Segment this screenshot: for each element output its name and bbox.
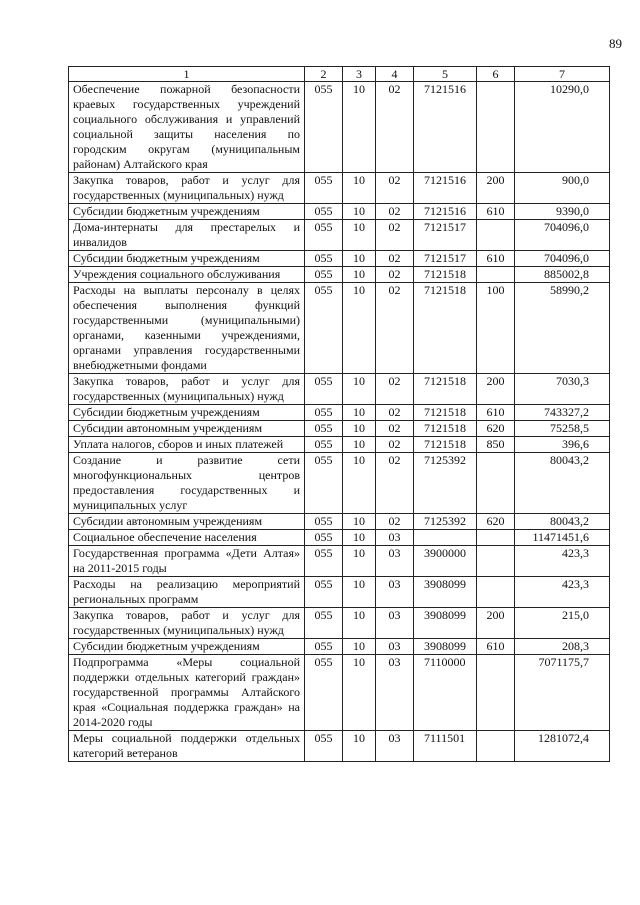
target-article-code-cell: 7121516 (414, 173, 477, 204)
expense-type-code-cell (477, 655, 515, 731)
table-row (69, 437, 610, 453)
table-row (69, 283, 610, 374)
expense-type-code-cell: 620 (477, 514, 515, 530)
target-article-code-cell: 3908099 (414, 608, 477, 639)
section-code-cell: 10 (343, 453, 376, 514)
subsection-code-cell: 03 (376, 731, 414, 762)
table-row (69, 267, 610, 283)
target-article-code-cell: 7121518 (414, 421, 477, 437)
item-name-cell: Государственная программа «Дети Алтая» на 2011-2015 годы (69, 546, 305, 577)
section-code-cell: 10 (343, 267, 376, 283)
target-article-code-cell: 7121518 (414, 437, 477, 453)
expense-type-code-cell: 200 (477, 608, 515, 639)
subsection-code-cell: 02 (376, 220, 414, 251)
target-article-code-cell: 7121518 (414, 283, 477, 374)
expense-type-code-cell (477, 220, 515, 251)
target-article-code-cell: 7121518 (414, 267, 477, 283)
subsection-code-cell: 02 (376, 374, 414, 405)
item-name-cell: Субсидии бюджетным учреждениям (69, 405, 305, 421)
amount-cell: 215,0 (515, 608, 610, 639)
subsection-code-cell: 03 (376, 530, 414, 546)
ministry-code-cell: 055 (305, 731, 343, 762)
subsection-code-cell: 02 (376, 421, 414, 437)
amount-cell: 10290,0 (515, 82, 610, 173)
subsection-code-cell: 02 (376, 453, 414, 514)
table-row (69, 655, 610, 731)
table-row (69, 577, 610, 608)
expense-type-code-cell: 100 (477, 283, 515, 374)
subsection-code-cell: 02 (376, 173, 414, 204)
amount-cell: 743327,2 (515, 405, 610, 421)
subsection-code-cell: 02 (376, 437, 414, 453)
amount-cell: 423,3 (515, 546, 610, 577)
expense-type-code-cell (477, 731, 515, 762)
section-code-cell: 10 (343, 204, 376, 220)
target-article-code-cell: 3900000 (414, 546, 477, 577)
ministry-code-cell: 055 (305, 173, 343, 204)
amount-cell: 704096,0 (515, 251, 610, 267)
amount-cell: 423,3 (515, 577, 610, 608)
ministry-code-cell: 055 (305, 421, 343, 437)
item-name-cell: Расходы на выплаты персоналу в целях обеспечения выполнения функций государственными (муниципальными) органами, казенными учреждениями, органами управления государственными внебюджетными фондами (69, 283, 305, 374)
column-header: 1 (69, 67, 305, 82)
item-name-cell: Социальное обеспечение населения (69, 530, 305, 546)
target-article-code-cell: 3908099 (414, 639, 477, 655)
table-row (69, 421, 610, 437)
amount-cell: 9390,0 (515, 204, 610, 220)
budget-table (68, 66, 610, 762)
amount-cell: 80043,2 (515, 514, 610, 530)
ministry-code-cell: 055 (305, 283, 343, 374)
target-article-code-cell: 7121518 (414, 405, 477, 421)
amount-cell: 396,6 (515, 437, 610, 453)
column-header: 4 (376, 67, 414, 82)
section-code-cell: 10 (343, 639, 376, 655)
table-row (69, 608, 610, 639)
expense-type-code-cell (477, 577, 515, 608)
expense-type-code-cell: 200 (477, 173, 515, 204)
column-header: 6 (477, 67, 515, 82)
section-code-cell: 10 (343, 655, 376, 731)
ministry-code-cell: 055 (305, 437, 343, 453)
column-header: 3 (343, 67, 376, 82)
item-name-cell: Дома-интернаты для престарелых и инвалидов (69, 220, 305, 251)
target-article-code-cell: 7111501 (414, 731, 477, 762)
expense-type-code-cell (477, 267, 515, 283)
amount-cell: 7071175,7 (515, 655, 610, 731)
item-name-cell: Субсидии бюджетным учреждениям (69, 639, 305, 655)
target-article-code-cell: 7121516 (414, 82, 477, 173)
subsection-code-cell: 03 (376, 546, 414, 577)
target-article-code-cell: 3908099 (414, 577, 477, 608)
item-name-cell: Обеспечение пожарной безопасности краевых государственных учреждений социального обслуживания и управлений социальной защиты населения по городским округам (муниципальным районам) Алтайского края (69, 82, 305, 173)
item-name-cell: Субсидии автономным учреждениям (69, 421, 305, 437)
table-row (69, 82, 610, 173)
table-row (69, 514, 610, 530)
column-header: 7 (515, 67, 610, 82)
table-row (69, 405, 610, 421)
target-article-code-cell: 7125392 (414, 514, 477, 530)
ministry-code-cell: 055 (305, 405, 343, 421)
expense-type-code-cell: 610 (477, 251, 515, 267)
target-article-code-cell: 7121516 (414, 204, 477, 220)
section-code-cell: 10 (343, 731, 376, 762)
ministry-code-cell: 055 (305, 267, 343, 283)
expense-type-code-cell (477, 546, 515, 577)
expense-type-code-cell (477, 453, 515, 514)
ministry-code-cell: 055 (305, 655, 343, 731)
ministry-code-cell: 055 (305, 514, 343, 530)
section-code-cell: 10 (343, 283, 376, 374)
ministry-code-cell: 055 (305, 577, 343, 608)
section-code-cell: 10 (343, 374, 376, 405)
target-article-code-cell: 7125392 (414, 453, 477, 514)
section-code-cell: 10 (343, 421, 376, 437)
amount-cell: 58990,2 (515, 283, 610, 374)
subsection-code-cell: 02 (376, 251, 414, 267)
column-header: 2 (305, 67, 343, 82)
item-name-cell: Субсидии бюджетным учреждениям (69, 251, 305, 267)
ministry-code-cell: 055 (305, 204, 343, 220)
item-name-cell: Закупка товаров, работ и услуг для государственных (муниципальных) нужд (69, 608, 305, 639)
section-code-cell: 10 (343, 173, 376, 204)
table-row (69, 374, 610, 405)
section-code-cell: 10 (343, 220, 376, 251)
ministry-code-cell: 055 (305, 82, 343, 173)
expense-type-code-cell: 610 (477, 405, 515, 421)
expense-type-code-cell (477, 82, 515, 173)
amount-cell: 208,3 (515, 639, 610, 655)
item-name-cell: Уплата налогов, сборов и иных платежей (69, 437, 305, 453)
item-name-cell: Расходы на реализацию мероприятий региональных программ (69, 577, 305, 608)
amount-cell: 7030,3 (515, 374, 610, 405)
expense-type-code-cell: 610 (477, 204, 515, 220)
amount-cell: 75258,5 (515, 421, 610, 437)
subsection-code-cell: 02 (376, 283, 414, 374)
amount-cell: 80043,2 (515, 453, 610, 514)
amount-cell: 11471451,6 (515, 530, 610, 546)
table-row (69, 251, 610, 267)
subsection-code-cell: 03 (376, 608, 414, 639)
subsection-code-cell: 03 (376, 639, 414, 655)
subsection-code-cell: 03 (376, 655, 414, 731)
target-article-code-cell: 7121517 (414, 220, 477, 251)
header-row (69, 67, 610, 82)
item-name-cell: Меры социальной поддержки отдельных категорий ветеранов (69, 731, 305, 762)
section-code-cell: 10 (343, 82, 376, 173)
amount-cell: 1281072,4 (515, 731, 610, 762)
ministry-code-cell: 055 (305, 546, 343, 577)
table-row (69, 731, 610, 762)
section-code-cell: 10 (343, 608, 376, 639)
ministry-code-cell: 055 (305, 374, 343, 405)
section-code-cell: 10 (343, 514, 376, 530)
table-row (69, 639, 610, 655)
subsection-code-cell: 02 (376, 405, 414, 421)
target-article-code-cell: 7121517 (414, 251, 477, 267)
table-row (69, 546, 610, 577)
section-code-cell: 10 (343, 405, 376, 421)
section-code-cell: 10 (343, 251, 376, 267)
subsection-code-cell: 02 (376, 82, 414, 173)
amount-cell: 704096,0 (515, 220, 610, 251)
target-article-code-cell: 7110000 (414, 655, 477, 731)
amount-cell: 900,0 (515, 173, 610, 204)
table-row (69, 453, 610, 514)
subsection-code-cell: 02 (376, 267, 414, 283)
item-name-cell: Подпрограмма «Меры социальной поддержки отдельных категорий граждан» государственной программы Алтайского края «Социальная поддержка граждан» на 2014-2020 годы (69, 655, 305, 731)
item-name-cell: Закупка товаров, работ и услуг для государственных (муниципальных) нужд (69, 173, 305, 204)
target-article-code-cell: 7121518 (414, 374, 477, 405)
table-row (69, 530, 610, 546)
ministry-code-cell: 055 (305, 639, 343, 655)
item-name-cell: Субсидии бюджетным учреждениям (69, 204, 305, 220)
table-row (69, 220, 610, 251)
column-header: 5 (414, 67, 477, 82)
page-number: 89 (609, 36, 622, 51)
subsection-code-cell: 02 (376, 204, 414, 220)
expense-type-code-cell: 620 (477, 421, 515, 437)
ministry-code-cell: 055 (305, 453, 343, 514)
ministry-code-cell: 055 (305, 220, 343, 251)
expense-type-code-cell (477, 530, 515, 546)
ministry-code-cell: 055 (305, 251, 343, 267)
section-code-cell: 10 (343, 530, 376, 546)
item-name-cell: Субсидии автономным учреждениям (69, 514, 305, 530)
table-row (69, 173, 610, 204)
expense-type-code-cell: 610 (477, 639, 515, 655)
expense-type-code-cell: 850 (477, 437, 515, 453)
expense-type-code-cell: 200 (477, 374, 515, 405)
subsection-code-cell: 02 (376, 514, 414, 530)
item-name-cell: Учреждения социального обслуживания (69, 267, 305, 283)
amount-cell: 885002,8 (515, 267, 610, 283)
table-row (69, 204, 610, 220)
ministry-code-cell: 055 (305, 530, 343, 546)
target-article-code-cell (414, 530, 477, 546)
section-code-cell: 10 (343, 577, 376, 608)
subsection-code-cell: 03 (376, 577, 414, 608)
item-name-cell: Закупка товаров, работ и услуг для государственных (муниципальных) нужд (69, 374, 305, 405)
table-body (69, 82, 610, 762)
section-code-cell: 10 (343, 546, 376, 577)
item-name-cell: Создание и развитие сети многофункциональных центров предоставления государственных и муниципальных услуг (69, 453, 305, 514)
section-code-cell: 10 (343, 437, 376, 453)
ministry-code-cell: 055 (305, 608, 343, 639)
